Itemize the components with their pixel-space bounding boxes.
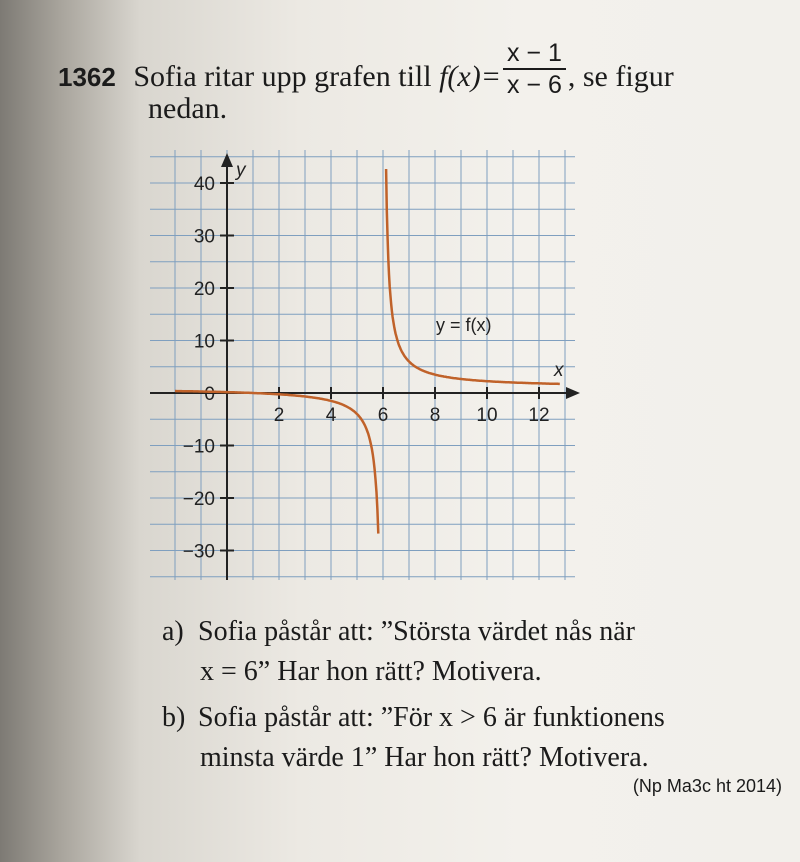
curve-label: y = f(x): [436, 315, 492, 335]
problem-text: Sofia ritar upp grafen till: [133, 59, 432, 93]
question-b-line2: minsta värde 1” Har hon rätt? Motivera.: [200, 742, 649, 773]
y-tick-label: 30: [193, 226, 215, 248]
y-tick-label: −20: [182, 489, 215, 510]
x-tick-label: 6: [377, 405, 389, 426]
y-tick-label: 40: [193, 174, 215, 195]
fraction-numerator: x − 1: [503, 38, 566, 70]
function-graph: [140, 140, 590, 590]
y-axis-label: y: [236, 160, 246, 181]
source-citation: (Np Ma3c ht 2014): [632, 776, 782, 796]
question-a-line2: x = 6” Har hon rätt? Motivera.: [200, 656, 542, 687]
question-a-label: a): [162, 616, 184, 647]
x-tick-label: 12: [528, 405, 550, 426]
x-axis-label: x: [554, 360, 564, 381]
x-tick-label: 8: [429, 405, 441, 426]
y-tick-label: −10: [182, 436, 215, 458]
question-b-line1: Sofia påstår att: ”För x > 6 är funktionens: [198, 702, 665, 733]
y-tick-label: −30: [182, 541, 215, 563]
question-b: [162, 698, 665, 778]
y-tick-label: 20: [193, 279, 215, 300]
y-tick-label: 0: [204, 384, 215, 405]
y-axis-arrow: [221, 153, 233, 167]
problem-text-after: , se figur: [567, 59, 674, 93]
question-a-line1: Sofia påstår att: ”Största värdet nås när: [198, 616, 635, 647]
fraction-denominator: x − 6: [506, 71, 562, 99]
question-b-label: b): [162, 702, 186, 733]
tick-labels: [183, 174, 550, 563]
question-a: [162, 612, 635, 692]
grid: [150, 150, 575, 580]
fraction: [503, 38, 566, 100]
problem-number: 1362: [58, 61, 116, 92]
y-tick-label: 10: [193, 331, 215, 353]
x-tick-label: 2: [273, 405, 285, 426]
x-tick-label: 10: [476, 405, 498, 426]
curve-right-branch: [386, 169, 560, 384]
x-tick-label: 4: [325, 405, 337, 426]
x-axis-arrow: [566, 387, 580, 399]
curves: [175, 169, 560, 534]
function-lhs: f(x)=: [439, 59, 501, 93]
problem-text-line2: nedan.: [148, 92, 228, 125]
